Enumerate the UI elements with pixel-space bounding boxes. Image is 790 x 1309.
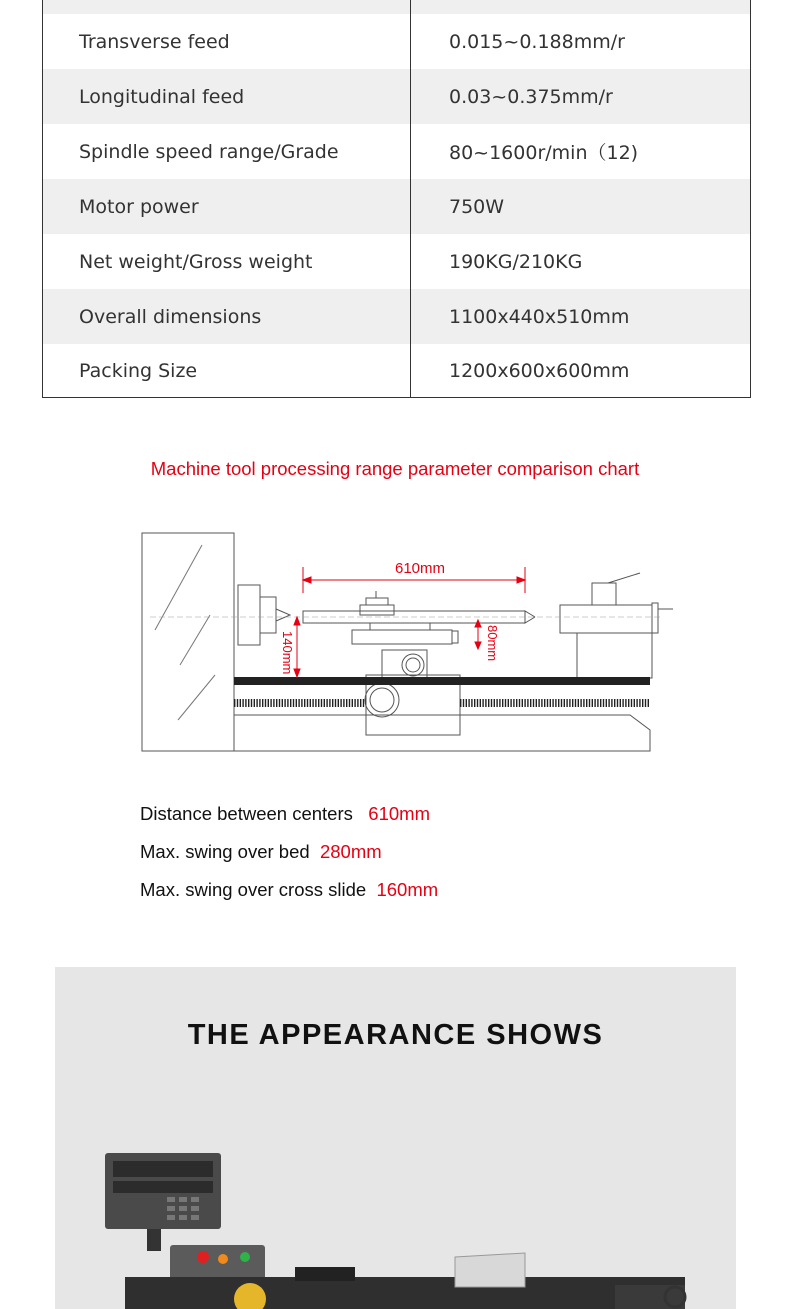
spec-label: Net weight/Gross weight [43,234,411,289]
spec-value: 750W [449,195,505,218]
table-row [43,234,750,289]
tailstock [560,605,652,633]
spec-label: Transverse feed [43,14,411,69]
table-row [43,14,750,69]
spec-label: Motor power [43,179,411,234]
spec-line [140,876,438,914]
spec-value: 0.03~0.375mm/r [449,85,613,108]
spec-value: 1200x600x600mm [449,359,630,382]
height-dimension-right-label: 80mm [485,625,500,662]
bed-rail [234,677,650,685]
appearance-section [55,967,736,1309]
height-dimension-left-label: 140mm [280,631,295,675]
spec-label: Longitudinal feed [43,69,411,124]
spec-line-value: 280mm [319,841,382,862]
spec-line-label: Distance between centers [140,803,353,824]
comparison-title: Machine tool processing range parameter comparison chart [150,458,640,479]
processing-specs [140,800,438,914]
spec-line-label: Max. swing over cross slide [140,879,367,900]
bed-base [234,715,650,751]
table-row [43,124,750,179]
spec-value: 1100x440x510mm [449,305,630,328]
lathe-diagram [130,525,690,760]
spec-table [42,0,751,398]
lathe-body [125,1277,685,1309]
chip-guard [455,1253,525,1287]
length-dimension-label: 610mm [394,560,446,577]
spec-value: 0.015~0.188mm/r [449,30,625,53]
table-row [43,69,750,124]
table-row [43,344,750,397]
chuck [238,585,260,645]
lathe-photo [55,1117,736,1309]
table-row [43,0,750,14]
spec-label: Spindle speed range/Grade [43,124,411,179]
table-row [43,179,750,234]
spec-value: 80~1600r/min（12) [449,142,639,164]
spec-line-label: Max. swing over bed [140,841,310,862]
spec-line [140,838,438,876]
appearance-title: THE APPEARANCE SHOWS [187,1019,604,1051]
spec-value: 190KG/210KG [449,250,583,273]
spec-line [140,800,438,838]
cross-slide [352,630,452,644]
table-row [43,289,750,344]
stop-button-icon [197,1251,209,1263]
headstock-cabinet [142,533,234,751]
spec-label: Packing Size [43,344,411,397]
spec-line-value: 610mm [368,803,430,824]
spec-line-value: 160mm [376,879,439,900]
spec-label: Overall dimensions [43,289,411,344]
